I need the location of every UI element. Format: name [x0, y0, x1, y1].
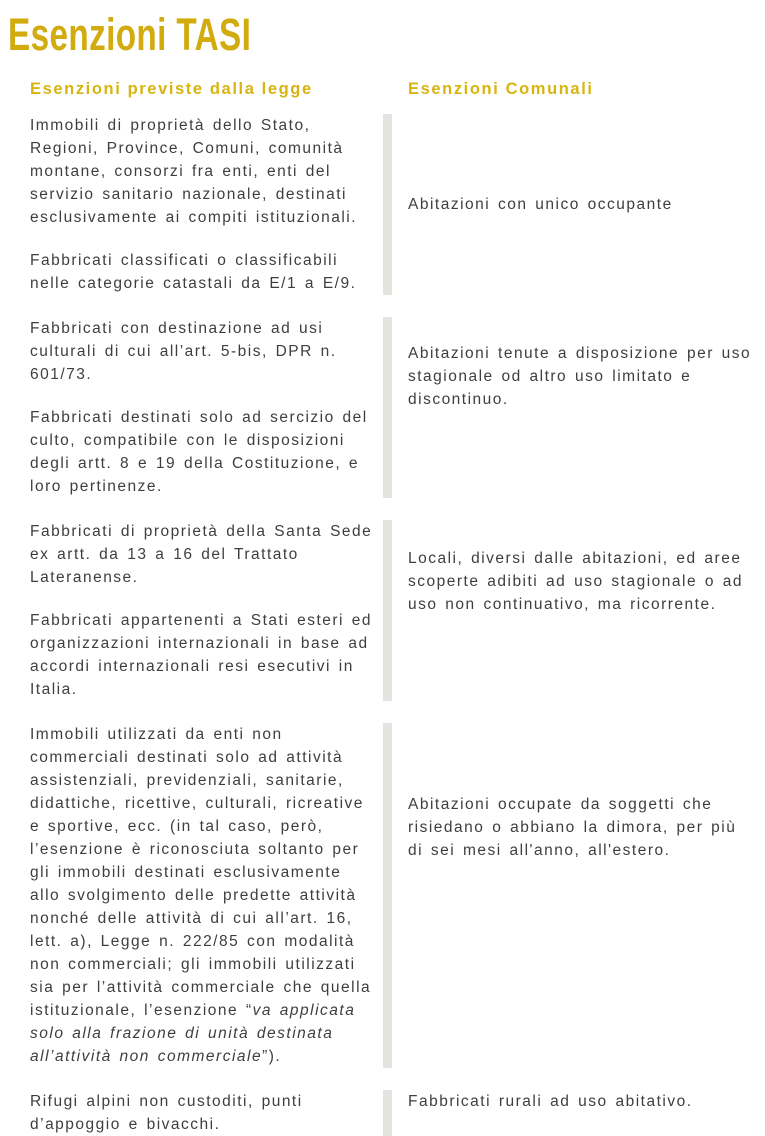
paragraph: Fabbricati con destinazione ad usi culturali di cui all’art. 5-bis, DPR n. 601/73. [30, 320, 337, 383]
law-exemption-cell [30, 317, 383, 498]
municipal-exemption-cell [392, 114, 757, 295]
divider-bar [383, 114, 392, 295]
paragraph: Abitazioni con unico occupante [408, 196, 673, 213]
paragraph: Fabbricati di proprietà della Santa Sede ex artt. da 13 a 16 del Trattato Lateranense. [30, 523, 373, 586]
law-exemption-cell [30, 114, 383, 295]
paragraph: Fabbricati appartenenti a Stati esteri ed organizzazioni internazionali in base ad accordi internazionali resi esecutivi in Italia. [30, 612, 373, 698]
left-column-header: Esenzioni previste dalla legge [30, 80, 313, 98]
paragraph: Fabbricati rurali ad uso abitativo. [408, 1093, 693, 1110]
text-segment: ”). [262, 1048, 282, 1065]
law-exemption-cell [30, 520, 383, 701]
law-exemption-cell [30, 723, 383, 1068]
exemption-row [30, 520, 757, 701]
right-column-header: Esenzioni Comunali [408, 80, 594, 98]
exemptions-table [6, 114, 757, 1136]
divider-bar [383, 1090, 392, 1136]
municipal-exemption-cell [392, 520, 757, 701]
divider-bar [383, 723, 392, 1068]
paragraph [30, 723, 379, 1068]
exemption-row [30, 114, 757, 295]
exemption-row [30, 1090, 757, 1136]
exemption-row [30, 723, 757, 1068]
paragraph: Fabbricati destinati solo ad sercizio del culto, compatibile con le disposizioni degli artt. 8 e 19 della Costituzione, e loro pertinenze. [30, 409, 368, 495]
exemption-row [30, 317, 757, 498]
municipal-exemption-cell [392, 317, 757, 498]
quoted-italic-segment: va applicata solo alla frazione di unità destinata all’attività non commerciale [30, 1002, 356, 1065]
paragraph: Rifugi alpini non custoditi, punti d’appoggio e bivacchi. [30, 1093, 303, 1133]
divider-bar [383, 520, 392, 701]
paragraph: Locali, diversi dalle abitazioni, ed aree scoperte adibiti ad uso stagionale o ad uso non continuativo, ma ricorrente. [408, 550, 744, 613]
column-headers [30, 79, 757, 99]
paragraph: Abitazioni tenute a disposizione per uso stagionale od altro uso limitato e discontinuo. [408, 345, 752, 408]
page-title: Esenzioni TASI [8, 9, 252, 60]
paragraph: Immobili di proprietà dello Stato, Regioni, Province, Comuni, comunità montane, consorzi fra enti, enti del servizio sanitario nazionale, destinati esclusivamente ai compiti istituzionali. [30, 117, 358, 226]
municipal-exemption-cell [392, 1090, 757, 1136]
municipal-exemption-cell [392, 723, 757, 1068]
divider-bar [383, 317, 392, 498]
law-exemption-cell [30, 1090, 383, 1136]
paragraph: Fabbricati classificati o classificabili nelle categorie catastali da E/1 a E/9. [30, 252, 357, 292]
paragraph: Abitazioni occupate da soggetti che risiedano o abbiano la dimora, per più di sei mesi all'anno, all'estero. [408, 796, 737, 859]
text-segment: Immobili utilizzati da enti non commerciali destinati solo ad attività assistenziali, previdenziali, sanitarie, didattiche, ricettive, culturali, ricreative e sportive, ecc. (in tal caso, però, l’esenzione è riconosciuta soltanto per gli immobili destinati esclusivamente allo svolgimento delle predette attività nonché delle attività di cui all’art. 16, lett. a), Legge n. 222/85 con modalità non commerciali; gli immobili utilizzati sia per l’attività commerciale che quella istituzionale, l’esenzione “ [30, 726, 372, 1019]
